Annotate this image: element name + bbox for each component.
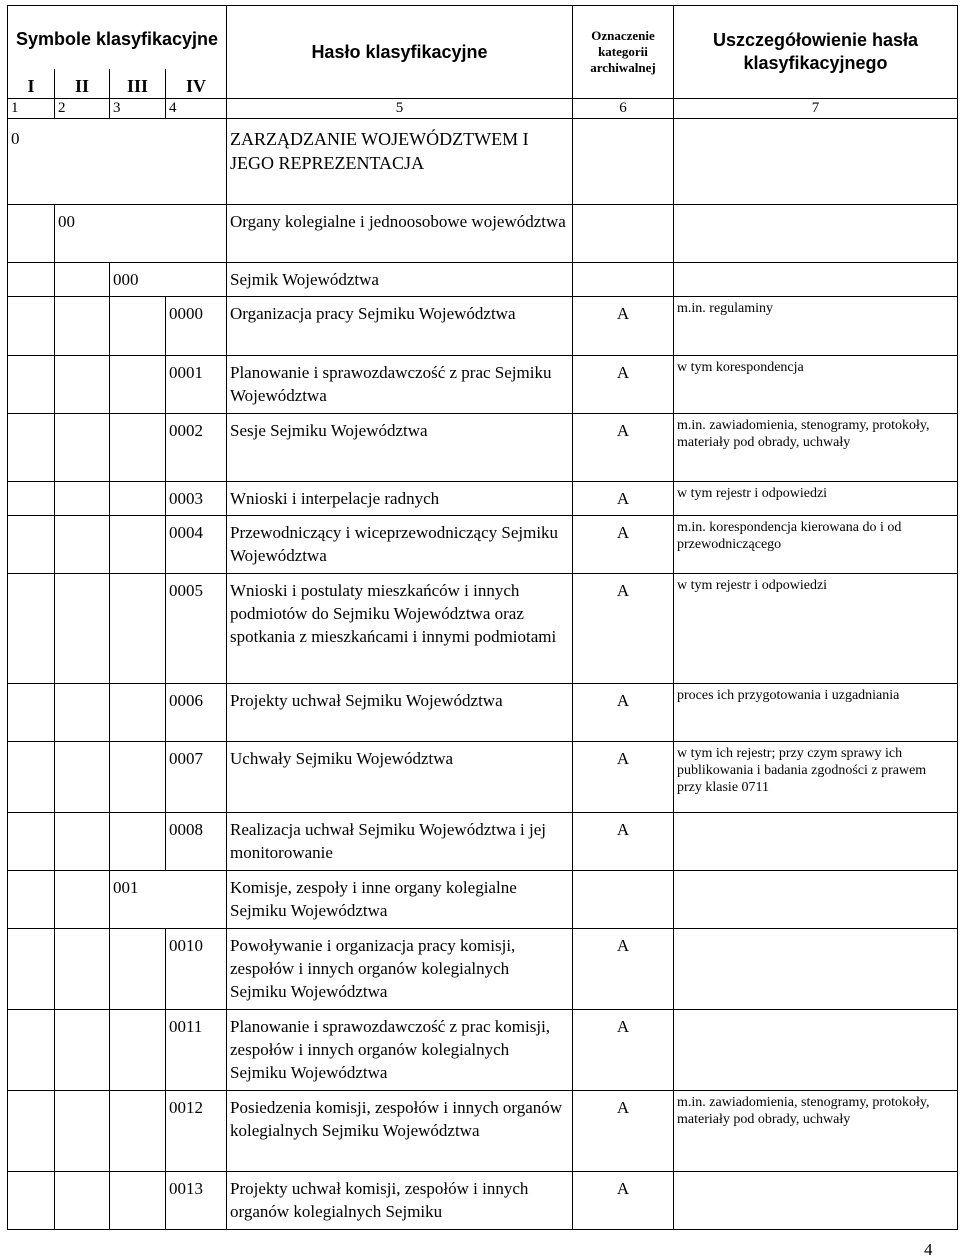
table-row [8,574,958,684]
row-category: A [573,414,674,482]
header-level-i: I [8,69,55,99]
row-category: A [573,813,674,871]
header-oznaczenie: Oznaczenie kategorii archiwalnej [573,6,674,99]
empty-level-cell [55,482,110,516]
table-row [8,297,958,356]
empty-level-cell [8,356,55,414]
empty-level-cell [55,574,110,684]
empty-level-cell [110,516,166,574]
empty-level-cell [8,414,55,482]
table-row [8,871,958,929]
empty-level-cell [8,205,55,263]
table-row [8,1172,958,1230]
empty-level-cell [55,1010,110,1091]
empty-level-cell [8,297,55,356]
row-category: A [573,1010,674,1091]
row-code: 001 [110,871,227,929]
row-category: A [573,356,674,414]
table-row [8,684,958,742]
empty-level-cell [110,813,166,871]
row-code: 0004 [166,516,227,574]
row-category [573,205,674,263]
row-name: Sesje Sejmiku Województwa [227,414,573,482]
row-category [573,263,674,297]
row-code: 000 [110,263,227,297]
page-number: 4 [924,1240,933,1259]
table-row [8,119,958,205]
row-code: 0001 [166,356,227,414]
row-name: Projekty uchwał komisji, zespołów i innych organów kolegialnych Sejmiku [227,1172,573,1230]
empty-level-cell [8,482,55,516]
row-name: Wnioski i postulaty mieszkańców i innych podmiotów do Sejmiku Województwa oraz spotkania z mieszkańcami i innymi podmiotami [227,574,573,684]
empty-level-cell [55,263,110,297]
classification-table [7,5,958,1230]
empty-level-cell [55,356,110,414]
row-code: 00 [55,205,227,263]
header-uszczegolowienie: Uszczegółowienie hasła klasyfikacyjnego [674,6,958,99]
row-detail [674,205,958,263]
row-detail [674,813,958,871]
header-row [8,6,958,69]
header-symbole: Symbole klasyfikacyjne [8,6,227,69]
column-number: 3 [110,99,166,119]
classification-rows [8,119,958,1230]
empty-level-cell [8,574,55,684]
empty-level-cell [8,813,55,871]
empty-level-cell [55,742,110,813]
row-code: 0006 [166,684,227,742]
empty-level-cell [8,1010,55,1091]
row-code: 0003 [166,482,227,516]
row-name: Planowanie i sprawozdawczość z prac Sejmiku Województwa [227,356,573,414]
row-detail [674,871,958,929]
empty-level-cell [55,871,110,929]
header-level-iii: III [110,69,166,99]
empty-level-cell [8,929,55,1010]
row-name: Uchwały Sejmiku Województwa [227,742,573,813]
row-name: Komisje, zespoły i inne organy kolegialne Sejmiku Województwa [227,871,573,929]
row-detail: m.in. zawiadomienia, stenogramy, protokoły, materiały pod obrady, uchwały [674,1091,958,1172]
empty-level-cell [8,684,55,742]
row-detail: w tym rejestr i odpowiedzi [674,574,958,684]
empty-level-cell [8,263,55,297]
empty-level-cell [55,1172,110,1230]
row-detail: w tym ich rejestr; przy czym sprawy ich publikowania i badania zgodności z prawem przy klasie 0711 [674,742,958,813]
row-category: A [573,482,674,516]
row-name: ZARZĄDZANIE WOJEWÓDZTWEM I JEGO REPREZENTACJA [227,119,573,205]
row-detail [674,1010,958,1091]
table-row [8,516,958,574]
row-code: 0007 [166,742,227,813]
column-number: 4 [166,99,227,119]
empty-level-cell [110,1172,166,1230]
row-name: Sejmik Województwa [227,263,573,297]
row-code: 0012 [166,1091,227,1172]
empty-level-cell [110,414,166,482]
row-detail [674,929,958,1010]
row-name: Powoływanie i organizacja pracy komisji, zespołów i innych organów kolegialnych Sejmiku Województwa [227,929,573,1010]
header-haslo: Hasło klasyfikacyjne [227,6,573,99]
row-category: A [573,1091,674,1172]
empty-level-cell [8,1172,55,1230]
empty-level-cell [110,297,166,356]
row-detail [674,119,958,205]
row-detail: m.in. korespondencja kierowana do i od przewodniczącego [674,516,958,574]
empty-level-cell [55,929,110,1010]
table-row [8,482,958,516]
column-number: 7 [674,99,958,119]
row-name: Przewodniczący i wiceprzewodniczący Sejmiku Województwa [227,516,573,574]
row-category: A [573,297,674,356]
header-level-ii: II [55,69,110,99]
empty-level-cell [55,813,110,871]
row-code: 0002 [166,414,227,482]
row-category [573,871,674,929]
row-code: 0 [8,119,227,205]
empty-level-cell [8,742,55,813]
empty-level-cell [55,1091,110,1172]
empty-level-cell [55,684,110,742]
header-level-iv: IV [166,69,227,99]
empty-level-cell [8,516,55,574]
empty-level-cell [55,297,110,356]
row-category: A [573,929,674,1010]
empty-level-cell [110,684,166,742]
row-code: 0011 [166,1010,227,1091]
table-row [8,356,958,414]
empty-level-cell [110,929,166,1010]
row-name: Posiedzenia komisji, zespołów i innych organów kolegialnych Sejmiku Województwa [227,1091,573,1172]
table-row [8,1010,958,1091]
row-detail [674,263,958,297]
row-category: A [573,1172,674,1230]
row-name: Projekty uchwał Sejmiku Województwa [227,684,573,742]
row-category: A [573,516,674,574]
table-row [8,263,958,297]
empty-level-cell [8,1091,55,1172]
row-detail [674,1172,958,1230]
table-row [8,742,958,813]
classification-document [7,5,957,1230]
empty-level-cell [110,356,166,414]
row-code: 0005 [166,574,227,684]
row-detail: w tym korespondencja [674,356,958,414]
column-number: 1 [8,99,55,119]
table-row [8,813,958,871]
row-name: Planowanie i sprawozdawczość z prac komisji, zespołów i innych organów kolegialnych Sejmiku Województwa [227,1010,573,1091]
empty-level-cell [110,742,166,813]
row-code: 0010 [166,929,227,1010]
row-name: Wnioski i interpelacje radnych [227,482,573,516]
table-row [8,929,958,1010]
row-code: 0013 [166,1172,227,1230]
row-category [573,119,674,205]
empty-level-cell [110,1010,166,1091]
row-category: A [573,742,674,813]
column-number: 5 [227,99,573,119]
empty-level-cell [8,871,55,929]
row-code: 0008 [166,813,227,871]
empty-level-cell [110,574,166,684]
empty-level-cell [110,482,166,516]
row-name: Realizacja uchwał Sejmiku Województwa i jej monitorowanie [227,813,573,871]
row-detail: m.in. zawiadomienia, stenogramy, protokoły, materiały pod obrady, uchwały [674,414,958,482]
empty-level-cell [110,1091,166,1172]
column-numbers-row [8,99,958,119]
empty-level-cell [55,516,110,574]
empty-level-cell [55,414,110,482]
row-name: Organy kolegialne i jednoosobowe województwa [227,205,573,263]
row-category: A [573,574,674,684]
table-row [8,414,958,482]
row-code: 0000 [166,297,227,356]
column-number: 6 [573,99,674,119]
table-row [8,1091,958,1172]
row-detail: m.in. regulaminy [674,297,958,356]
column-number: 2 [55,99,110,119]
row-detail: w tym rejestr i odpowiedzi [674,482,958,516]
row-detail: proces ich przygotowania i uzgadniania [674,684,958,742]
table-row [8,205,958,263]
row-category: A [573,684,674,742]
row-name: Organizacja pracy Sejmiku Województwa [227,297,573,356]
